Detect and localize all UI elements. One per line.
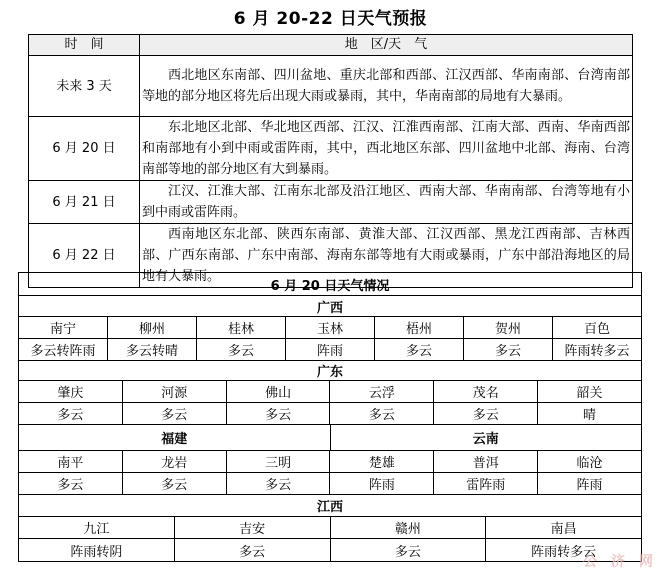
forecast-text: 西南地区东北部、陕西东南部、黄淮大部、江汉西部、黑龙江西南部、吉林西部、广西东南部、广东中南部、海南东部等地有大雨或暴雨，广东中部沿海地区的局地有大暴雨。	[140, 224, 633, 288]
page-title: 6 月 20-22 日天气预报	[233, 9, 428, 29]
city-name: 贺州	[463, 317, 552, 338]
city-weather: 雷阵雨	[433, 473, 537, 494]
forecast-row	[29, 56, 633, 117]
city-weather: 多云转阵雨	[30, 344, 96, 359]
weather-row-guangxi	[19, 338, 641, 360]
weather-row-jiangxi	[19, 538, 641, 561]
city-weather: 多云	[122, 473, 226, 494]
province-name: 江西	[316, 500, 343, 515]
forecast-text: 江汉、江淮大部、江南东北部及沿江地区、西南大部、华南南部、台湾等地有小到中雨或雷阵雨。	[140, 181, 633, 224]
city-name: 佛山	[226, 381, 330, 402]
city-weather: 晴	[537, 403, 641, 424]
header-area: 地 区/天 气	[140, 35, 633, 56]
city-row-jiangxi	[19, 516, 641, 538]
province-name: 广西	[316, 300, 343, 316]
city-name: 楚雄	[329, 451, 433, 472]
city-name: 三明	[226, 451, 330, 472]
city-row-guangdong	[19, 380, 641, 402]
city-name: 肇庆	[57, 386, 84, 401]
province-name: 福建	[161, 432, 188, 447]
city-name: 百色	[552, 317, 641, 338]
forecast-row	[29, 181, 633, 224]
observed-title-row	[19, 273, 641, 295]
city-weather: 阵雨转阴	[70, 544, 123, 560]
city-weather: 多云	[329, 403, 433, 424]
province-row-guangdong	[19, 360, 641, 380]
weather-row-fujian-yunnan	[19, 472, 641, 494]
city-name: 龙岩	[122, 451, 226, 472]
city-name: 桂林	[196, 317, 285, 338]
city-weather: 多云	[374, 339, 463, 360]
city-name: 吉安	[174, 517, 330, 538]
province-row-guangxi	[19, 295, 641, 316]
city-weather: 多云	[174, 539, 330, 561]
city-weather: 多云	[57, 408, 84, 423]
city-weather: 阵雨	[285, 339, 374, 360]
city-name: 柳州	[107, 317, 196, 338]
province-name: 广东	[316, 365, 343, 380]
forecast-table	[28, 34, 633, 288]
forecast-time: 未来 3 天	[29, 56, 140, 117]
city-name: 韶关	[537, 381, 641, 402]
city-weather: 多云	[196, 339, 285, 360]
city-name: 南昌	[485, 517, 641, 538]
site-watermark: 公 济 网	[583, 554, 653, 570]
city-name: 玉林	[285, 317, 374, 338]
city-weather: 多云	[463, 339, 552, 360]
forecast-time: 6 月 22 日	[29, 224, 140, 288]
forecast-row	[29, 117, 633, 181]
city-row-guangxi	[19, 316, 641, 338]
forecast-time: 6 月 20 日	[29, 117, 140, 181]
city-weather: 多云	[122, 403, 226, 424]
city-weather: 多云转晴	[107, 339, 196, 360]
province-row-fujian-yunnan	[19, 424, 641, 450]
city-name: 梧州	[374, 317, 463, 338]
city-weather: 阵雨转多云	[485, 539, 641, 561]
city-name: 南宁	[49, 322, 76, 337]
city-name: 普洱	[433, 451, 537, 472]
observed-table	[18, 272, 642, 562]
city-weather: 多云	[226, 473, 330, 494]
city-name: 临沧	[537, 451, 641, 472]
city-weather: 多云	[226, 403, 330, 424]
city-row-fujian-yunnan	[19, 450, 641, 472]
observed-title: 6 月 20 日天气情况	[270, 278, 390, 294]
city-name: 茂名	[433, 381, 537, 402]
forecast-header-row	[29, 35, 633, 56]
city-name: 赣州	[330, 517, 486, 538]
city-weather: 多云	[433, 403, 537, 424]
city-name: 九江	[83, 522, 110, 537]
province-name: 云南	[330, 425, 642, 450]
forecast-text: 东北地区北部、华北地区西部、江汉、江淮西南部、江南大部、西南、华南西部和南部地有小到中雨或雷阵雨，其中，西北地区东部、四川盆地中北部、海南、台湾南部等地的部分地区有大到暴雨。	[140, 117, 633, 181]
city-weather: 阵雨	[537, 473, 641, 494]
header-time: 时 间	[29, 35, 140, 56]
city-weather: 多云	[330, 539, 486, 561]
city-weather: 阵雨	[329, 473, 433, 494]
weather-row-guangdong	[19, 402, 641, 424]
city-weather: 多云	[57, 478, 84, 493]
forecast-text: 西北地区东南部、四川盆地、重庆北部和西部、江汉西部、华南南部、台湾南部等地的部分地区将先后出现大雨或暴雨，其中，华南南部的局地有大暴雨。	[140, 56, 633, 117]
city-name: 南平	[57, 456, 84, 471]
city-name: 河源	[122, 381, 226, 402]
city-weather: 阵雨转多云	[552, 339, 641, 360]
city-name: 云浮	[329, 381, 433, 402]
forecast-time: 6 月 21 日	[29, 181, 140, 224]
province-row-jiangxi	[19, 494, 641, 516]
